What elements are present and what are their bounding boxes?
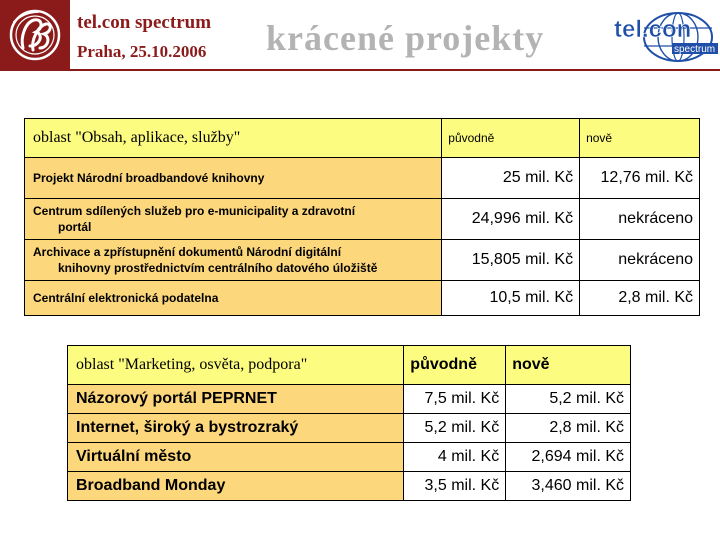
row-value-new: 5,2 mil. Kč <box>506 385 631 414</box>
row-label: Internet, široký a bystrozraký <box>68 414 404 443</box>
logo-text-bottom: spectrum <box>674 44 716 55</box>
row-value-original: 3,5 mil. Kč <box>404 472 506 501</box>
row-value-new: nekráceno <box>580 199 700 240</box>
row-label: Projekt Národní broadbandové knihovny <box>25 158 442 199</box>
table-row <box>25 158 700 199</box>
table-header-row <box>25 119 700 158</box>
telcon-spectrum-logo <box>612 8 718 66</box>
row-value-new: 2,8 mil. Kč <box>506 414 631 443</box>
row-label: Centrum sdílených služeb pro e-municipality a zdravotní portál <box>25 199 442 240</box>
column-header-original: původně <box>442 119 580 158</box>
column-header-new: nově <box>506 346 631 385</box>
table-row <box>68 443 631 472</box>
row-label: Názorový portál PEPRNET <box>68 385 404 414</box>
row-value-new: 12,76 mil. Kč <box>580 158 700 199</box>
table-row <box>25 240 700 281</box>
row-label: Broadband Monday <box>68 472 404 501</box>
conference-name: tel.con spectrum <box>77 12 212 33</box>
row-value-new: 2,694 mil. Kč <box>506 443 631 472</box>
table-heading: oblast "Marketing, osvěta, podpora" <box>68 346 404 385</box>
slide-title: krácené projekty <box>266 18 545 58</box>
row-value-original: 5,2 mil. Kč <box>404 414 506 443</box>
row-value-original: 7,5 mil. Kč <box>404 385 506 414</box>
row-label: Archivace a zpřístupnění dokumentů Národní digitální knihovny prostřednictvím centrálního datového úložiště <box>25 240 442 281</box>
table-row <box>68 385 631 414</box>
table-heading: oblast "Obsah, aplikace, služby" <box>25 119 442 158</box>
row-value-new: 3,460 mil. Kč <box>506 472 631 501</box>
table-marketing-support <box>67 345 631 501</box>
header-divider <box>0 69 720 71</box>
row-value-new: nekráceno <box>580 240 700 281</box>
table-row <box>25 281 700 316</box>
monogram-logo-icon <box>0 0 70 70</box>
row-value-original: 10,5 mil. Kč <box>442 281 580 316</box>
row-value-original: 15,805 mil. Kč <box>442 240 580 281</box>
table-row <box>68 414 631 443</box>
logo-text-top: tel.con <box>614 16 692 43</box>
row-value-new: 2,8 mil. Kč <box>580 281 700 316</box>
row-value-original: 24,996 mil. Kč <box>442 199 580 240</box>
row-value-original: 4 mil. Kč <box>404 443 506 472</box>
column-header-original: původně <box>404 346 506 385</box>
row-label: Centrální elektronická podatelna <box>25 281 442 316</box>
row-label: Virtuální město <box>68 443 404 472</box>
table-row <box>25 199 700 240</box>
row-value-original: 25 mil. Kč <box>442 158 580 199</box>
table-row <box>68 472 631 501</box>
table-header-row <box>68 346 631 385</box>
table-content-apps-services <box>24 118 700 316</box>
column-header-new: nově <box>580 119 700 158</box>
conference-logo <box>0 0 70 70</box>
conference-date: Praha, 25.10.2006 <box>77 42 207 61</box>
